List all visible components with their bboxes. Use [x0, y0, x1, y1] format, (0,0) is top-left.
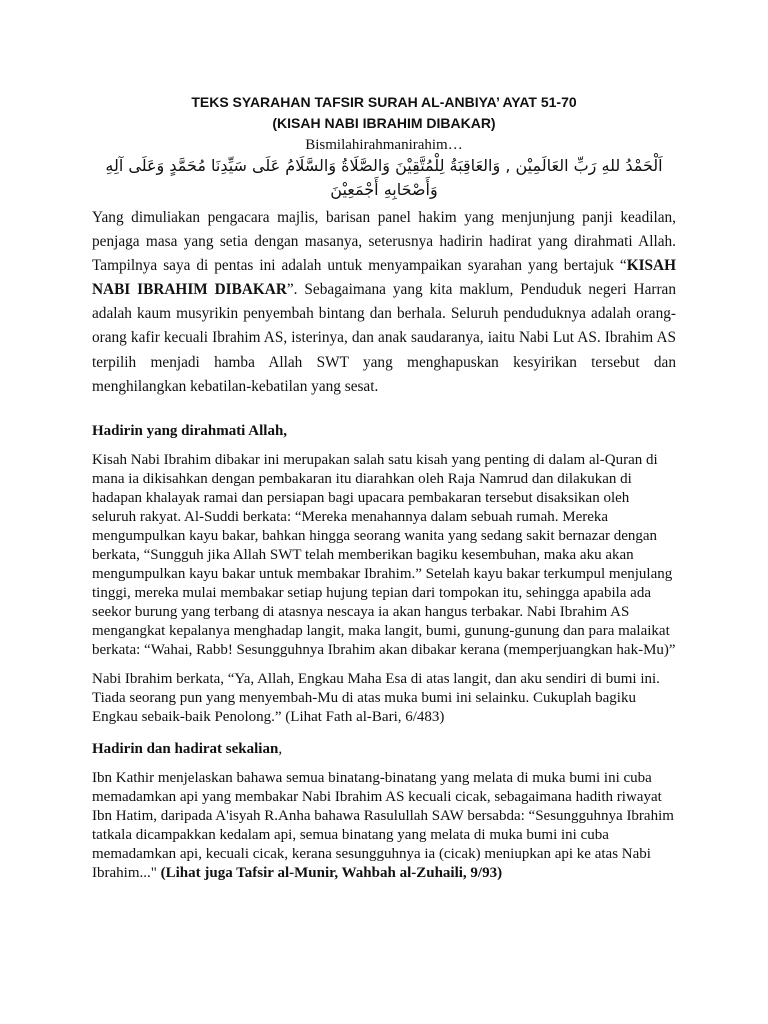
arabic-opening	[92, 154, 676, 202]
arabic-line-2: وَأَصْحَابِهِ أَجْمَعِيْنَ	[330, 180, 438, 199]
section-heading-1: Hadirin yang dirahmati Allah,	[92, 422, 288, 439]
title-line-2: (KISAH NABI IBRAHIM DIBAKAR)	[272, 115, 496, 131]
section-heading-2	[92, 739, 676, 759]
heading-2-comma: ,	[278, 740, 283, 757]
arabic-line-1: اَلْحَمْدُ للهِ رَبِّ العَالَمِيْن , وَالعَاقِبَةُ لِلْمُتَّقِيْنَ وَالصَّلَاةُ وَالسَّلَامُ عَلَى سَيِّدِنَا مُحَمَّدٍ وَعَلَى آلِهِ	[105, 156, 663, 175]
hadith-paragraph	[92, 769, 676, 883]
document-page	[92, 92, 676, 883]
intro-paragraph	[92, 206, 676, 399]
intro-title-bold: KISAH NABI IBRAHIM DIBAKAR	[92, 257, 676, 299]
hadith-text: Ibn Kathir menjelaskan bahawa semua binatang-binatang yang melata di muka bumi ini cuba memadamkan api yang membakar Nabi Ibrahim AS kecuali cicak, sebagaimana hadith riwayat Ibn Hatim, daripada A'isyah R.Anha bahawa Rasulullah SAW bersabda: “Sesungguhnya Ibrahim tatkala dicampakkan kedalam api, semua binatang yang melata di muka bumi ini cuba memadamkan api, kecuali cicak, kerana sesungguhnya ia (cicak) meniupkan api ke atas Nabi Ibrahim..."	[92, 769, 674, 881]
hadith-reference: (Lihat juga Tafsir al-Munir, Wahbah al-Zuhaili, 9/93)	[160, 864, 503, 881]
heading-2-bold: Hadirin dan hadirat sekalian	[92, 740, 279, 757]
intro-text-2: ”. Sebagaimana yang kita maklum, Penduduk negeri Harran adalah kaum musyrikin penyembah bintang dan berhala. Seluruh penduduknya adalah orang-orang kafir kecuali Ibrahim AS, isterinya, dan anak saudaranya, iaitu Nabi Lut AS. Ibrahim AS terpilih menjadi hamba Allah SWT yang menghapuskan kesyirikan tersebut dan menghilangkan kebatilan-kebatilan yang sesat.	[92, 281, 676, 395]
prayer-paragraph: Nabi Ibrahim berkata, “Ya, Allah, Engkau Maha Esa di atas langit, dan aku sendiri di bumi ini. Tiada seorang pun yang menyembah-Mu di atas muka bumi ini selainku. Cukuplah bagiku Engkau sebaik-baik Penolong.” (Lihat Fath al-Bari, 6/483)	[92, 670, 660, 725]
intro-text-1: Yang dimuliakan pengacara majlis, barisan panel hakim yang menjunjung panji keadilan, penjaga masa yang setia dengan masanya, seterusnya hadirin hadirat yang dirahmati Allah. Tampilnya saya di pentas ini adalah untuk menyampaikan syarahan yang bertajuk “	[92, 209, 676, 275]
story-paragraph: Kisah Nabi Ibrahim dibakar ini merupakan salah satu kisah yang penting di dalam al-Quran di mana ia dikisahkan dengan pembakaran itu diarahkan oleh Raja Namrud dan dilakukan di hadapan khalayak ramai dan persiapan bagi upacara pembakaran tersebut disaksikan oleh seluruh rakyat. Al-Suddi berkata: “Mereka menahannya dalam sebuah rumah. Mereka mengumpulkan kayu bakar, bahkan hingga seorang wanita yang sedang sakit bernazar dengan berkata, “Sungguh jika Allah SWT telah memberikan bagiku kesembuhan, maka aku akan mengumpulkan kayu bakar untuk membakar Ibrahim.” Setelah kayu bakar terkumpul menjulang tinggi, mereka mulai membakar setiap hujung tepian dari tompokan itu, sehingga apabila ada seekor burung yang terbang di atasnya nescaya ia akan hangus terbakar. Nabi Ibrahim AS mengangkat kepalanya menghadap langit, maka langit, bumi, gunung-gunung dan para malaikat berkata: “Wahai, Rabb! Sesungguhnya Ibrahim akan dibakar kerana (memperjuangkan hak-Mu)”	[92, 451, 676, 658]
bismillah-text: Bismilahirahmanirahim…	[305, 137, 463, 153]
document-title	[92, 92, 676, 134]
title-line-1: TEKS SYARAHAN TAFSIR SURAH AL-ANBIYA’ AYAT 51-70	[191, 94, 577, 110]
